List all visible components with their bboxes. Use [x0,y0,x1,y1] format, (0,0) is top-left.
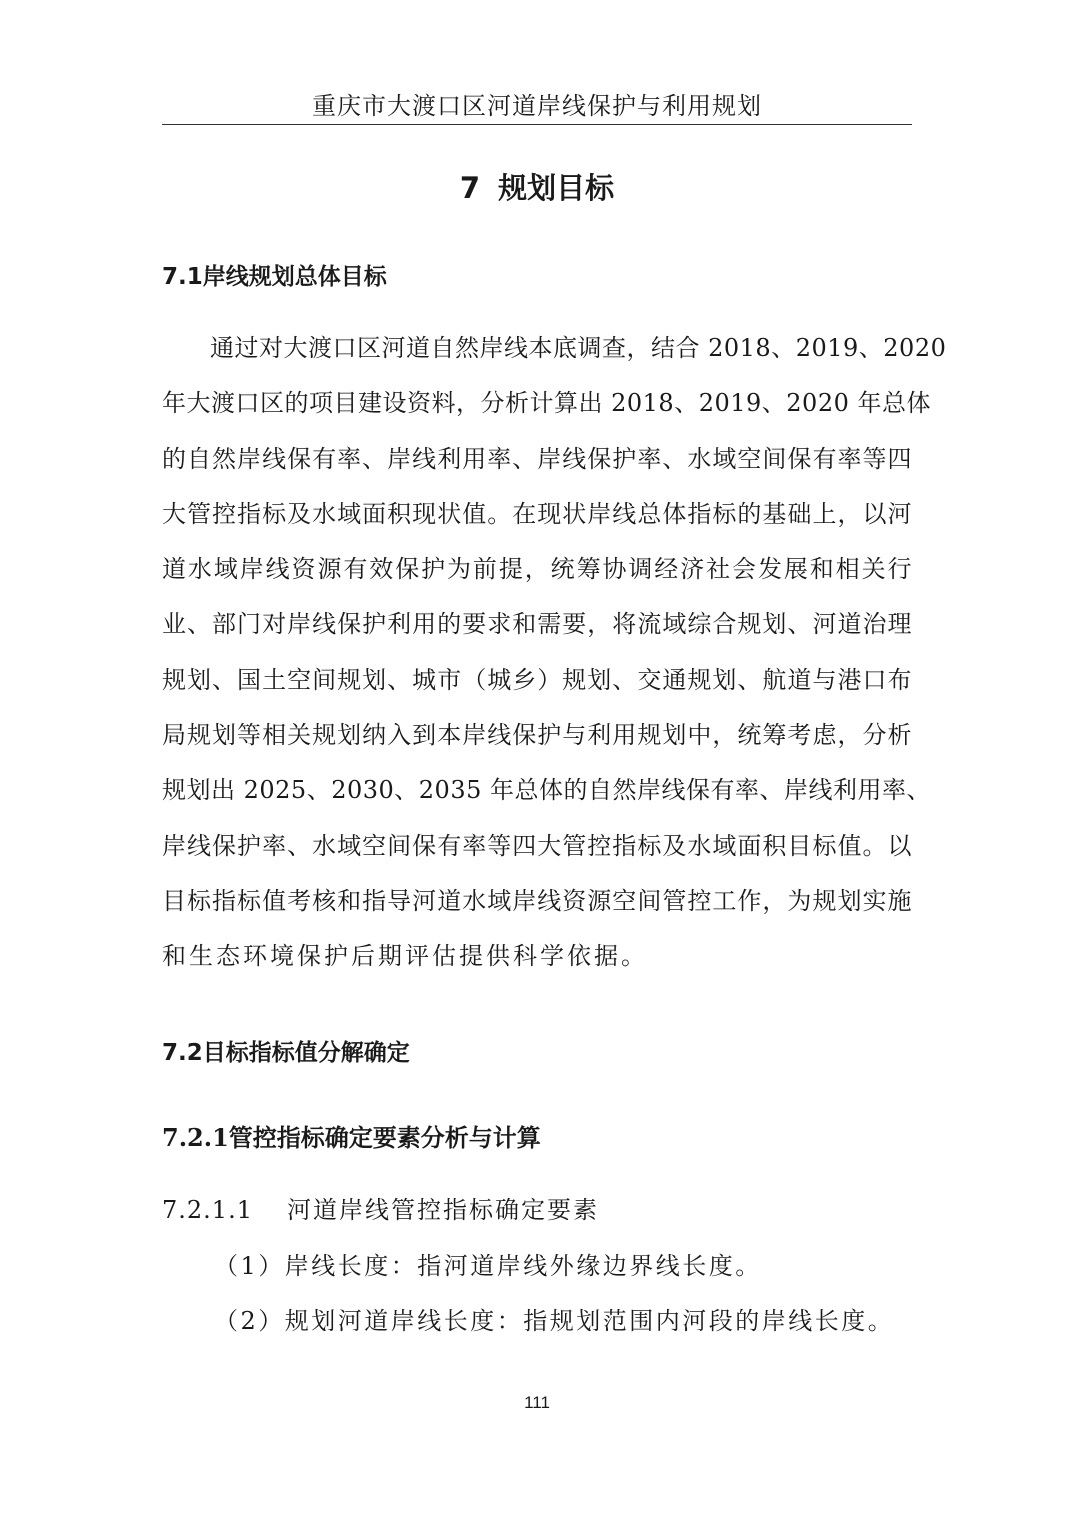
paragraph-line: 通过对大渡口区河道自然岸线本底调查，结合 2018、2019、2020 [210,334,947,362]
paragraph-line: 岸线保护率、水域空间保有率等四大管控指标及水域面积目标值。以 [162,831,912,860]
paragraph-line: 局规划等相关规划纳入到本岸线保护与利用规划中，统筹考虑，分析 [162,721,912,750]
chapter-title [162,166,912,207]
section-7-1-paragraph [162,328,947,992]
section-heading-7-2: 7.2目标指标值分解确定 [162,1040,410,1066]
paragraph-line: 业、部门对岸线保护利用的要求和需要，将流域综合规划、河道治理 [162,610,912,639]
subsection-heading-7-2-1: 7.2.1管控指标确定要素分析与计算 [162,1123,541,1152]
subsubsection-title: 河道岸线管控指标确定要素 [286,1196,599,1224]
chapter-number: 7 [459,171,481,205]
paragraph-line: 道水域岸线资源有效保护为前提，统筹协调经济社会发展和相关行 [162,555,912,584]
header-divider [162,124,912,125]
section-heading-7-1: 7.1岸线规划总体目标 [162,264,387,290]
subsubsection-number: 7.2.1.1 [162,1196,253,1224]
paragraph-line: 目标指标值考核和指导河道水域岸线资源空间管控工作，为规划实施 [162,886,912,915]
paragraph-line: 规划出 2025、2030、2035 年总体的自然岸线保有率、岸线利用率、 [162,776,931,805]
paragraph-line: 的自然岸线保有率、岸线利用率、岸线保护率、水域空间保有率等四 [162,444,912,473]
list-item: （1）岸线长度：指河道岸线外缘边界线长度。 [214,1252,762,1280]
page-header: 重庆市大渡口区河道岸线保护与利用规划 [312,92,762,120]
subsubsection-heading-7-2-1-1 [162,1190,599,1225]
list-item: （2）规划河道岸线长度：指规划范围内河段的岸线长度。 [214,1307,895,1335]
paragraph-line: 大管控指标及水域面积现状值。在现状岸线总体指标的基础上，以河 [162,499,912,528]
paragraph-line: 规划、国土空间规划、城市（城乡）规划、交通规划、航道与港口布 [162,665,912,694]
paragraph-line: 和生态环境保护后期评估提供科学依据。 [162,942,648,971]
chapter-title-text: 规划目标 [498,171,615,205]
paragraph-line: 年大渡口区的项目建设资料，分析计算出 2018、2019、2020 年总体 [162,389,931,418]
page-number: 111 [524,1393,550,1412]
